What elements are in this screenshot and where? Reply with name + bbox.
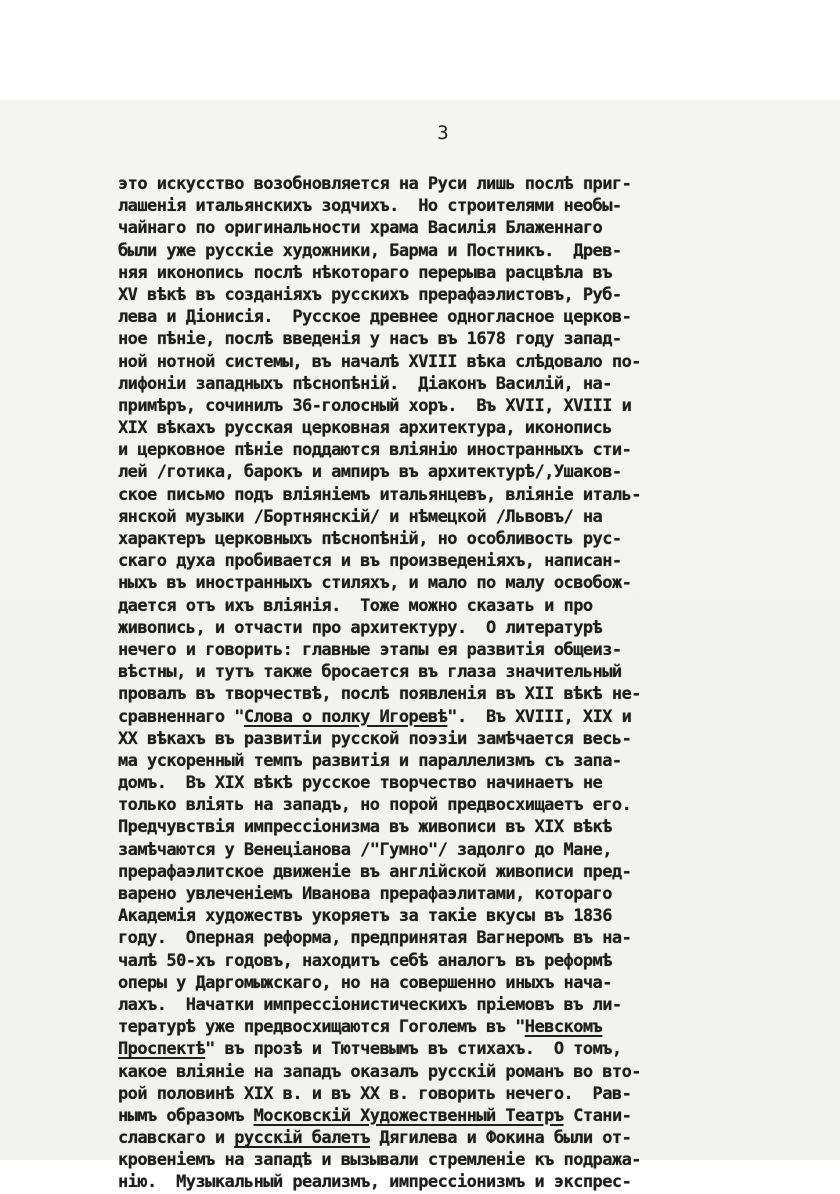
text-segment: рой половинѣ XIX в. и въ XX в. говорить нечего. Рав-: [118, 1083, 632, 1104]
underlined-title: Проспектѣ: [118, 1039, 206, 1060]
text-segment: замѣчаются у Венеціанова /"Гумно"/ задолго до Мане,: [118, 839, 612, 860]
text-segment: ной нотной системы, въ началѣ XVIII вѣка слѣдовало по-: [118, 351, 641, 372]
text-segment: домъ. Въ XIX вѣкѣ русское творчество начинаетъ не: [118, 773, 603, 794]
text-line: [118, 572, 778, 594]
text-line: [118, 927, 778, 949]
text-line: [118, 861, 778, 883]
text-line: [118, 905, 778, 927]
text-line: [118, 1105, 778, 1127]
text-segment: только вліять на западъ, но порой предвосхищаетъ его.: [118, 795, 632, 816]
text-line: [118, 683, 778, 705]
text-line: [118, 816, 778, 838]
text-line: [118, 839, 778, 861]
text-line: [118, 1061, 778, 1083]
text-line: [118, 972, 778, 994]
text-segment: оперы у Даргомыжскаго, но на совершенно иныхъ нача-: [118, 972, 612, 993]
text-line: [118, 661, 778, 683]
text-segment: лифоніи западныхъ пѣснопѣній. Діаконъ Василій, на-: [118, 373, 612, 394]
text-segment: были уже русскіе художники, Барма и Постникъ. Древ-: [118, 240, 622, 261]
text-segment: XIX вѣкахъ русская церковная архитектура, иконопись: [118, 418, 612, 439]
text-line: [118, 195, 778, 217]
text-line: [118, 484, 778, 506]
text-segment: славскаго и: [118, 1128, 235, 1149]
text-line: [118, 506, 778, 528]
text-line: [118, 461, 778, 483]
text-line: [118, 750, 778, 772]
text-line: [118, 439, 778, 461]
text-segment: XX вѣкахъ въ развитіи русской поэзіи замѣчается весь-: [118, 728, 632, 749]
text-segment: Стани-: [563, 1105, 632, 1126]
underlined-title: Московскій Художественный Театръ: [253, 1105, 564, 1126]
text-segment: дается отъ ихъ вліянія. Тоже можно сказать и про: [118, 595, 593, 616]
text-segment: ма ускоренный темпъ развитія и параллелизмъ съ запа-: [118, 750, 622, 771]
text-line: [118, 395, 778, 417]
text-segment: лева и Діонисія. Русское древнее одногласное церков-: [118, 307, 632, 328]
text-segment: Дягилева и Фокина были от-: [369, 1128, 632, 1149]
text-line: [118, 994, 778, 1016]
text-segment: лахъ. Начатки импрессіонистическихъ пріемовъ въ ли-: [118, 994, 622, 1015]
text-line: [118, 617, 778, 639]
text-line: [118, 328, 778, 350]
text-line: [118, 1171, 778, 1193]
text-segment: нію. Музыкальный реализмъ, импрессіонизмъ и экспрес-: [118, 1172, 632, 1193]
text-line: [118, 706, 778, 728]
text-line: [118, 1127, 778, 1149]
text-segment: ное пѣніе, послѣ введенія у насъ въ 1678 году запад-: [118, 329, 622, 350]
text-segment: кровеніемъ на западѣ и вызывали стремленіе къ подража-: [118, 1150, 641, 1171]
text-line: [118, 284, 778, 306]
text-line: [118, 306, 778, 328]
text-line: [118, 173, 778, 195]
text-segment: чалѣ 50-хъ годовъ, находитъ себѣ аналогъ въ реформѣ: [118, 950, 612, 971]
text-line: [118, 1083, 778, 1105]
text-segment: провалъ въ творчествѣ, послѣ появленія въ XII вѣкѣ не-: [118, 684, 641, 705]
text-line: [118, 373, 778, 395]
text-line: [118, 794, 778, 816]
text-line: [118, 1149, 778, 1171]
text-segment: няя иконопись послѣ нѣкотораго перерыва расцвѣла въ: [118, 262, 612, 283]
text-segment: скаго духа пробивается и въ произведеніяхъ, написан-: [118, 551, 622, 572]
text-segment: янской музыки /Бортнянскій/ и нѣмецкой /Львовъ/ на: [118, 506, 603, 527]
text-segment: и церковное пѣніе поддаются вліянію иностранныхъ сти-: [118, 440, 632, 461]
text-segment: прерафаэлитское движеніе въ англійской живописи пред-: [118, 861, 632, 882]
underlined-title: Слова о полку Игоревѣ: [243, 706, 448, 727]
text-line: [118, 950, 778, 972]
text-line: [118, 639, 778, 661]
text-line: [118, 550, 778, 572]
text-line: [118, 595, 778, 617]
text-line: [118, 262, 778, 284]
text-line: [118, 217, 778, 239]
text-segment: вѣстны, и тутъ также бросается въ глаза значительный: [118, 662, 622, 683]
text-segment: живопись, и отчасти про архитектуру. О литературѣ: [118, 617, 603, 638]
text-line: [118, 240, 778, 262]
text-segment: чайнаго по оригинальности храма Василія Блаженнаго: [118, 218, 603, 239]
text-segment: лашенія итальянскихъ зодчихъ. Но строителями необы-: [118, 196, 622, 217]
text-line: [118, 1038, 778, 1060]
page-number: 3: [437, 122, 449, 144]
text-line: [118, 1016, 778, 1038]
text-line: [118, 528, 778, 550]
text-segment: нымъ образомъ: [118, 1105, 254, 1126]
text-line: [118, 728, 778, 750]
text-segment: какое вліяніе на западъ оказалъ русскій романъ во вто-: [118, 1061, 641, 1082]
text-segment: это искусство возобновляется на Руси лишь послѣ приг-: [118, 174, 632, 194]
text-line: [118, 772, 778, 794]
text-segment: XV вѣкѣ въ созданіяхъ русскихъ прерафаэлистовъ, Руб-: [118, 284, 622, 305]
text-segment: Предчувствія импрессіонизма въ живописи въ XIX вѣкѣ: [118, 817, 612, 838]
text-segment: году. Оперная реформа, предпринятая Вагнеромъ въ на-: [118, 928, 632, 949]
text-line: [118, 351, 778, 373]
text-segment: ". Въ XVIII, XIX и: [447, 706, 632, 727]
text-segment: сравненнаго ": [118, 706, 244, 727]
text-line: [118, 883, 778, 905]
text-segment: ское письмо подъ вліяніемъ итальянцевъ, вліяніе италь-: [118, 484, 641, 505]
body-text: [118, 173, 778, 1194]
underlined-title: русскій балетъ: [234, 1128, 370, 1149]
text-segment: характеръ церковныхъ пѣснопѣній, но особливость рус-: [118, 529, 622, 549]
text-segment: " въ прозѣ и Тютчевымъ въ стихахъ. О томъ,: [205, 1039, 622, 1060]
text-segment: Академія художествъ укоряетъ за такіе вкусы въ 1836: [118, 906, 612, 927]
underlined-title: Невскомъ: [524, 1017, 603, 1038]
text-segment: нечего и говорить: главные этапы ея развитія общеиз-: [118, 639, 622, 660]
text-segment: лей /готика, барокъ и ампиръ въ архитектурѣ/,Ушаков-: [118, 462, 622, 483]
text-line: [118, 417, 778, 439]
text-segment: тературѣ уже предвосхищаются Гоголемъ въ ": [118, 1017, 525, 1038]
text-segment: варено увлеченіемъ Иванова прерафаэлитами, котораго: [118, 884, 612, 904]
text-segment: ныхъ въ иностранныхъ стиляхъ, и мало по малу освобож-: [118, 573, 632, 594]
text-segment: примѣръ, сочинилъ 36-голосный хоръ. Въ XVII, XVIII и: [118, 395, 632, 416]
